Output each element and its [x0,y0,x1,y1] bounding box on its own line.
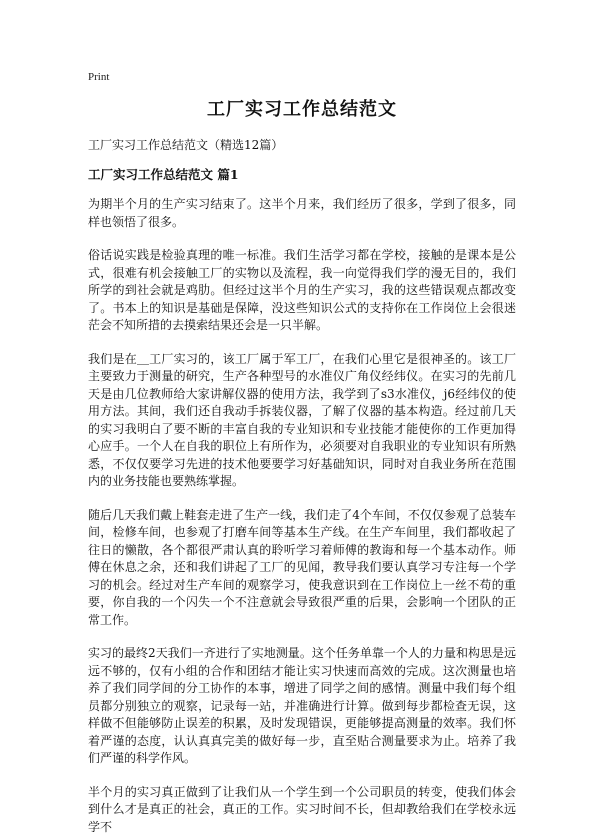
paragraph-3: 我们是在＿工厂实习的，该工厂属于军工厂，在我们心里它是很神圣的。该工厂主要致力于测量的研究，生产各种型号的水准仪广角仪经纬仪。在实习的先前几天是由几位教师给大家讲解仪器的使用方法，我学到了s3水准仪，j6经纬仪的使用方法。其间，我们还自我动手拆装仪器，了解了仪器的基本构造。经过前几天的实习我明白了要不断的丰富自我的专业知识和专业技能才能使你的工作更加得心应手。一个人在自我的职位上有所作为，必须要对自我职业的专业知识有所熟悉，不仅仅要学习先进的技术他要要学习好基础知识，同时对自我业务所在范围内的业务技能也要熟练掌握。 [88,351,516,491]
paragraph-5: 实习的最终2天我们一齐进行了实地测量。这个任务单靠一个人的力量和构思是远远不够的，仅有小组的合作和团结才能让实习快速而高效的完成。这次测量也培养了我们同学间的分工协作的本事，增进了同学之间的感情。测量中我们每个组员都分别独立的观察，记录每一站，并准确进行计算。做到每步都检查无误，这样做不但能够防止误差的积累，及时发现错误，更能够提高测量的效率。我们怀着严谨的态度，认认真真完美的做好每一步，直至贴合测量要求为止。培养了我们严谨的科学作风。 [88,645,516,768]
paragraph-4: 随后几天我们戴上鞋套走进了生产一线，我们走了4个车间，不仅仅参观了总装车间，检修车间，也参观了打磨车间等基本生产线。在生产车间里，我们都收起了往日的懒散，各个都很严肃认真的聆听学习着师傅的教诲和每一个基本动作。师傅在休息之余，还和我们讲起了工厂的见闻，教导我们要认真学习专注每一个学习的机会。经过对生产车间的观察学习，使我意识到在工作岗位上一丝不苟的重要，你自我的一个闪失一个不注意就会导致很严重的后果，会影响一个团队的正常工作。 [88,507,516,630]
print-label: Print [88,70,516,84]
document-subtitle: 工厂实习工作总结范文（精选12篇） [88,136,516,154]
section-heading: 工厂实习工作总结范文 篇1 [88,166,516,184]
paragraph-6: 半个月的实习真正做到了让我们从一个学生到一个公司职员的转变，使我们体会到什么才是真正的社会，真正的工作。实习时间不长，但却教给我们在学校永远学不 [88,784,516,836]
paragraph-1: 为期半个月的生产实习结束了。这半个月来，我们经历了很多，学到了很多，同样也领悟了很多。 [88,196,516,231]
document-title: 工厂实习工作总结范文 [88,98,516,122]
paragraph-2: 俗话说实践是检验真理的唯一标准。我们生活学习都在学校，接触的是课本是公式，很难有机会接触工厂的实物以及流程，我一向觉得我们学的漫无目的，我们所学的到社会就是鸡肋。但经过这半个月的生产实习，我的这些错误观点都改变了。书本上的知识是基础是保障，没这些知识公式的支持你在工作岗位上会很迷茫会不知所措的去摸索结果还会是一只半解。 [88,247,516,335]
